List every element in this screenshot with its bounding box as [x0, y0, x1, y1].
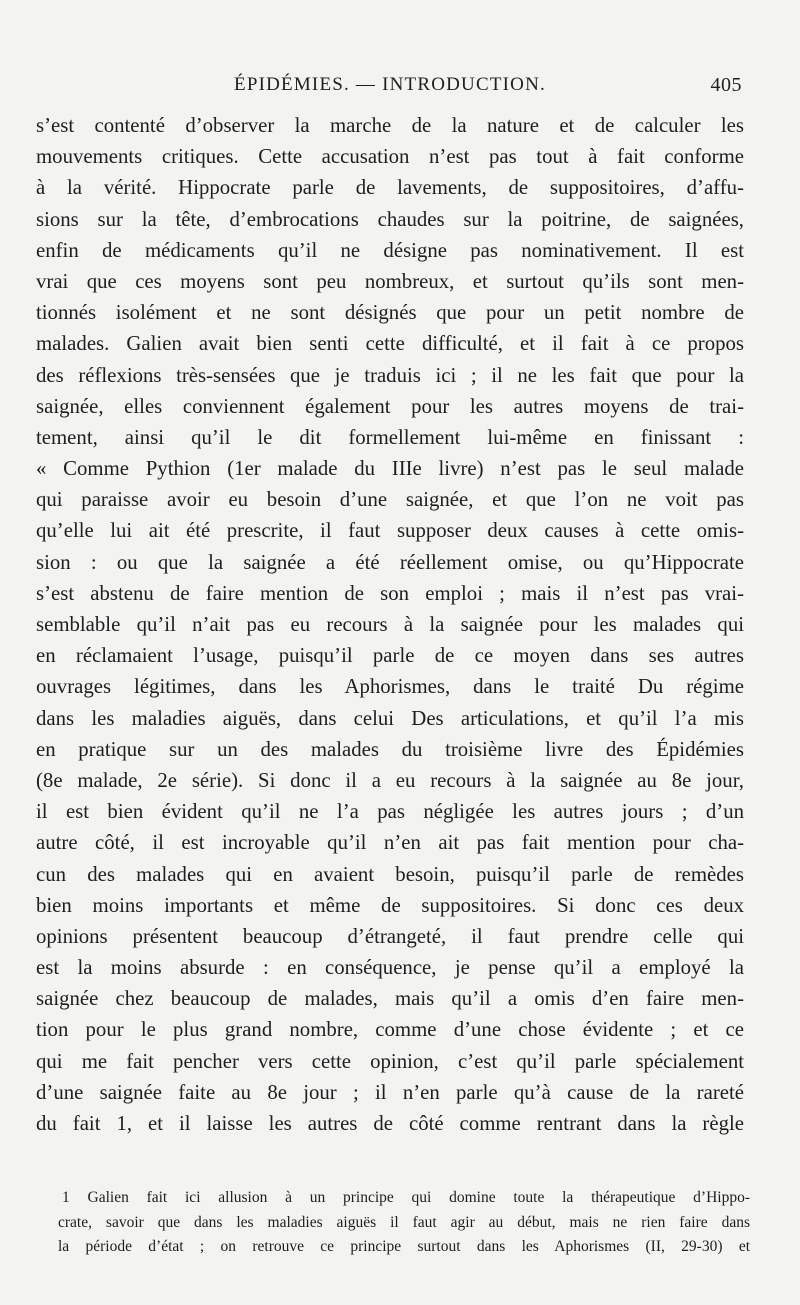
text-line: tionnés isolément et ne sont désignés que pour un petit nombre de — [36, 301, 744, 325]
text-line: sion : ou que la saignée a été réellement omise, ou qu’Hippocrate — [36, 550, 744, 574]
text-line: ouvrages légitimes, dans les Aphorismes, dans le traité Du régime — [36, 675, 744, 699]
text-line: tement, ainsi qu’il le dit formellement lui-même en finissant : — [36, 425, 744, 449]
text-line: qui me fait pencher vers cette opinion, c’est qu’il parle spécialement — [36, 1049, 744, 1073]
text-line: malades. Galien avait bien senti cette difficulté, et il fait à ce propos — [36, 332, 744, 356]
text-line: saignée chez beaucoup de malades, mais qu’il a omis d’en faire men- — [36, 987, 744, 1011]
footnote-line: crate, savoir que dans les maladies aiguës il faut agir au début, mais ne rien faire dans — [58, 1213, 750, 1231]
text-line: s’est abstenu de faire mention de son emploi ; mais il n’est pas vrai- — [36, 581, 744, 605]
text-line: tion pour le plus grand nombre, comme d’une chose évidente ; et ce — [36, 1018, 744, 1042]
text-line: sions sur la tête, d’embrocations chaudes sur la poitrine, de saignées, — [36, 207, 744, 231]
text-line: des réflexions très-sensées que je traduis ici ; il ne les fait que pour la — [36, 363, 744, 387]
text-line: en réclamaient l’usage, puisqu’il parle de ce moyen dans ses autres — [36, 644, 744, 668]
text-line: du fait 1, et il laisse les autres de côté comme rentrant dans la règle — [36, 1112, 744, 1135]
text-line: bien moins importants et même de suppositoires. Si donc ces deux — [36, 893, 744, 917]
text-line: enfin de médicaments qu’il ne désigne pas nominativement. Il est — [36, 238, 744, 262]
page-number: 405 — [710, 74, 742, 96]
text-line: dans les maladies aiguës, dans celui Des articulations, et qu’il l’a mis — [36, 706, 744, 730]
text-line: vrai que ces moyens sont peu nombreux, et surtout qu’ils sont men- — [36, 269, 744, 293]
text-line: d’une saignée faite au 8e jour ; il n’en parle qu’à cause de la rareté — [36, 1080, 744, 1104]
text-line: saignée, elles conviennent également pour les autres moyens de trai- — [36, 394, 744, 418]
text-line: semblable qu’il n’ait pas eu recours à la saignée pour les malades qui — [36, 613, 744, 636]
text-line: mouvements critiques. Cette accusation n’est pas tout à fait conforme — [36, 145, 744, 169]
footnotes — [60, 1186, 750, 1260]
text-line: il est bien évident qu’il ne l’a pas négligée les autres jours ; d’un — [36, 800, 744, 824]
text-line: autre côté, il est incroyable qu’il n’en ait pas fait mention pour cha- — [36, 831, 744, 855]
text-line: en pratique sur un des malades du troisième livre des Épidémies — [36, 737, 744, 761]
footnote-line: 1 Galien fait ici allusion à un principe qui domine toute la thérapeutique d’Hippo- — [62, 1189, 750, 1206]
text-line: cun des malades qui en avaient besoin, puisqu’il parle de remèdes — [36, 862, 744, 886]
text-line: « Comme Pythion (1er malade du IIIe livre) n’est pas le seul malade — [36, 457, 744, 481]
text-line: opinions présentent beaucoup d’étrangeté, il faut prendre celle qui — [36, 924, 744, 948]
running-head — [38, 72, 742, 102]
footnote-line: la période d’état ; on retrouve ce principe surtout dans les Aphorismes (II, 29-30) et — [58, 1238, 750, 1255]
text-line: qui paraisse avoir eu besoin d’une saignée, et que l’on ne voit pas — [36, 488, 744, 512]
text-line: à la vérité. Hippocrate parle de lavements, de suppositoires, d’affu- — [36, 176, 744, 200]
text-line: s’est contenté d’observer la marche de la nature et de calculer les — [36, 114, 744, 137]
body-text — [36, 110, 744, 1139]
text-line: qu’elle lui ait été prescrite, il faut supposer deux causes à cette omis- — [36, 519, 744, 543]
text-line: (8e malade, 2e série). Si donc il a eu recours à la saignée au 8e jour, — [36, 768, 744, 792]
running-title: ÉPIDÉMIES. — INTRODUCTION. — [234, 74, 546, 95]
text-line: est la moins absurde : en conséquence, je pense qu’il a employé la — [36, 956, 744, 980]
